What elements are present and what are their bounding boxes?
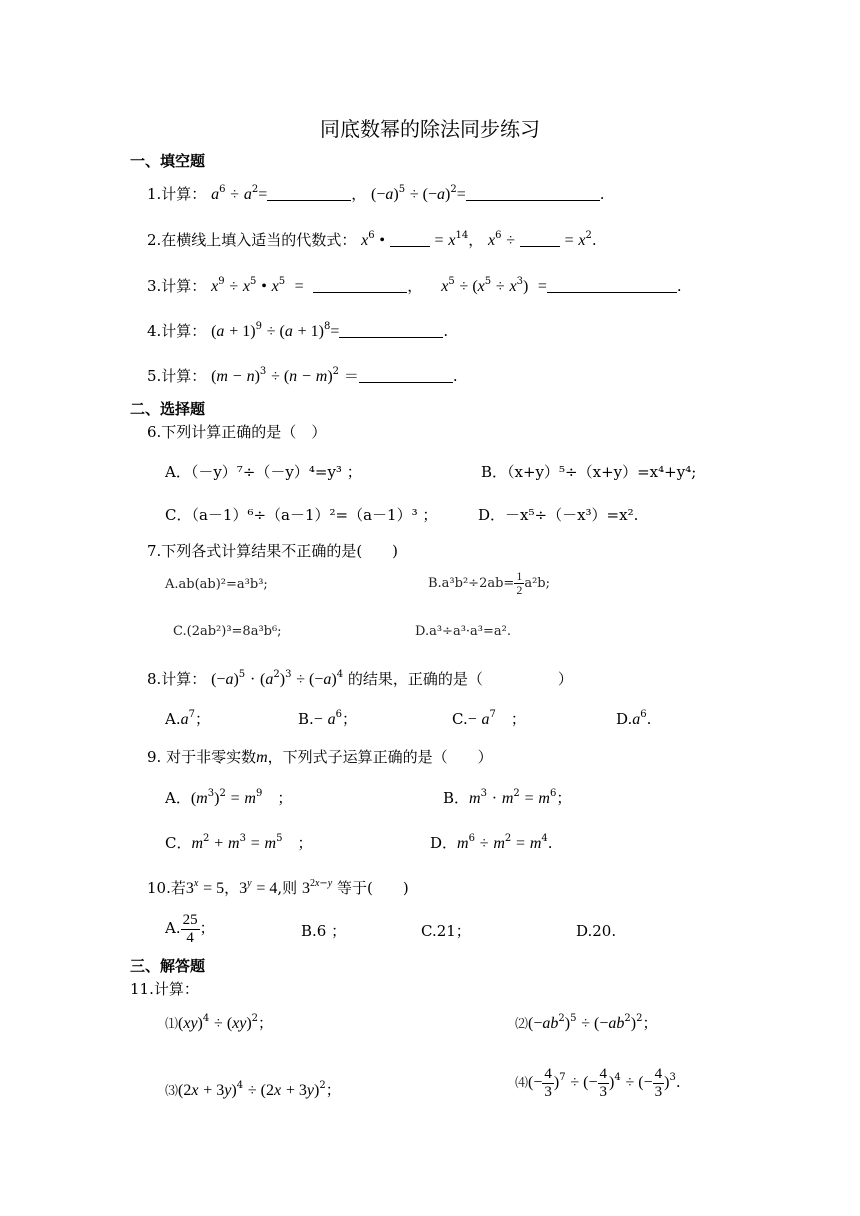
- problem-11-2: $⑵(-ab^2)^5 \div (-ab^2)^2$；: [515, 1013, 658, 1032]
- answer-blank[interactable]: [339, 323, 443, 338]
- question-9: 9. 对于非零实数m，下列式子运算正确的是（ ）: [147, 748, 493, 766]
- question-6: 6.下列计算正确的是（ ）: [147, 423, 327, 441]
- option-9d[interactable]: D．$m^6 \div m^2 = m^4$.: [430, 833, 553, 852]
- question-10: 10.若3$^x$ = 5，3$^y$ = 4,则 $3^{2x-y}$ 等于( ): [147, 878, 409, 897]
- problem-11-1: ⑴(xy)$^4$ ÷ (xy)$^2$；: [165, 1013, 274, 1032]
- answer-blank[interactable]: [313, 278, 407, 293]
- fraction-25-4: $\frac{25}{4}$: [182, 912, 198, 946]
- option-10a[interactable]: A. $\frac{25}{4}$ ；: [165, 912, 215, 946]
- option-10d[interactable]: D.20.: [576, 922, 617, 940]
- fraction-4-3: $\frac{4}{3}$: [599, 1066, 607, 1100]
- option-6a[interactable]: A．（－y）⁷÷（－y）⁴=y³ ；: [165, 463, 362, 481]
- section-solve: 三、解答题: [130, 957, 206, 975]
- option-9b[interactable]: B．$m^3 \cdot m^2 = m^6$；: [443, 788, 572, 807]
- question-1: 1.计算： $a^6 \div a^2=$ ， $(-a)^5 \div (-a)^2=$ .: [147, 184, 605, 203]
- option-8b[interactable]: $B.- a^6$；: [298, 709, 357, 728]
- option-7d[interactable]: D.a³÷a³·a³=a².: [415, 624, 511, 639]
- problem-11-3: ⑶(2x + $3y)^4 \div (2x + 3y)^2$；: [165, 1080, 341, 1099]
- fraction-one-half: $\frac{1}{2}$: [516, 569, 523, 598]
- question-4: 4.计算： $(a + 1)^9 \div (a + 1)^8=$ .: [147, 321, 449, 340]
- question-2: 2.在横线上填入适当的代数式： $x^6$ • = $x^{14}$， $x^6$ ÷ = $x^2$.: [147, 230, 597, 249]
- option-9a[interactable]: A．$(m^3)^2 = m^9$ ；: [165, 788, 293, 807]
- answer-blank[interactable]: [520, 232, 560, 247]
- question-8: 8.计算： $(-a)^5 \cdot (a^2)^3 \div (-a)^4$ 的结果，正确的是（ ）: [147, 669, 573, 688]
- fraction-4-3: $\frac{4}{3}$: [654, 1066, 663, 1100]
- question-11: 11.计算：: [130, 980, 199, 998]
- option-8d[interactable]: $D.a^6$.: [616, 709, 652, 728]
- answer-blank[interactable]: [267, 186, 351, 201]
- option-6d[interactable]: D．－x⁵÷（－x³）=x².: [478, 506, 639, 524]
- answer-blank[interactable]: [547, 278, 677, 293]
- option-6c[interactable]: C．（a－1）⁶÷（a－1）²=（a－1）³ ；: [165, 506, 438, 524]
- option-10c[interactable]: C.21；: [421, 922, 471, 940]
- question-5: 5.计算： $(m - n)^3 \div (n - m)^2$ ＝ .: [147, 366, 458, 385]
- option-6b[interactable]: B．（x+y）⁵÷（x+y）=x⁴+y⁴;: [481, 463, 697, 481]
- option-10b[interactable]: B.6 ；: [301, 922, 347, 940]
- option-7a[interactable]: A.ab(ab)²=a³b³;: [165, 577, 268, 592]
- option-9c[interactable]: C．$m^2 + m^3 = m^5$ ；: [165, 833, 313, 852]
- option-7c[interactable]: C.(2ab²)³=8a³b⁶;: [173, 624, 282, 639]
- question-7: 7.下列各式计算结果不正确的是( ): [147, 542, 399, 560]
- problem-11-4: ⑷(− $\frac{4}{3}$ )$^7$ ÷ (− $\frac{4}{3}$ )$^4$ ÷ (− $\frac{4}{3}$ )$^3$.: [515, 1066, 681, 1100]
- page-title: 同底数幂的除法同步练习: [320, 117, 540, 141]
- question-3: 3.计算： $x^9 \div x^5$ • $x^5$ = ， $x^5 \div (x^5 \div x^3)$ = .: [147, 276, 682, 295]
- fraction-4-3: $\frac{4}{3}$: [544, 1066, 552, 1100]
- section-fill-blank: 一、填空题: [130, 152, 206, 170]
- option-8c[interactable]: $C.- a^7$ ；: [452, 709, 526, 728]
- option-7b[interactable]: B.a³b²÷2ab= $\frac{1}{2}$ a²b;: [428, 569, 550, 598]
- answer-blank[interactable]: [390, 232, 430, 247]
- answer-blank[interactable]: [359, 368, 453, 383]
- section-multiple-choice: 二、选择题: [130, 400, 206, 418]
- answer-blank[interactable]: [466, 186, 600, 201]
- option-8a[interactable]: $A.a^7$；: [165, 709, 210, 728]
